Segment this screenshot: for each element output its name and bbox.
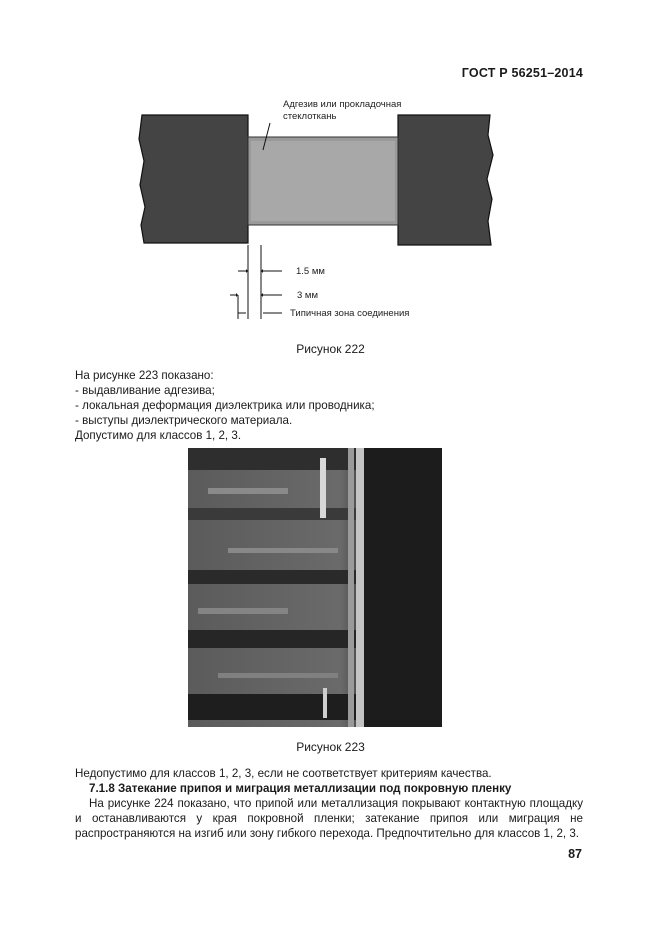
callout-label-line1: Адгезив или прокладочная [283, 99, 402, 110]
figure-223-photo [188, 448, 442, 727]
not-acceptable-note: Недопустимо для классов 1, 2, 3, если не соответствует критериям качества. [75, 767, 492, 780]
description-item-1: - выдавливание адгезива; [75, 384, 215, 397]
figure-223-description [75, 368, 583, 443]
section-title: 7.1.8 Затекание припоя и миграция металлизации под покровную пленку [89, 782, 512, 795]
dimension-label-3: Типичная зона соединения [290, 308, 410, 319]
description-item-2: - локальная деформация диэлектрика или проводника; [75, 399, 375, 412]
acceptability-note: Допустимо для классов 1, 2, 3. [75, 429, 242, 442]
dimension-label-1: 1.5 мм [296, 266, 325, 277]
document-header: ГОСТ Р 56251–2014 [461, 66, 583, 80]
right-conductor-block [398, 115, 493, 245]
description-intro: На рисунке 223 показано: [75, 369, 214, 382]
callout-label-line2: стеклоткань [283, 111, 337, 122]
section-7-1-8 [75, 766, 583, 841]
left-conductor-block [139, 115, 248, 243]
figure-222-diagram [130, 95, 510, 325]
dimension-label-2: 3 мм [297, 290, 318, 301]
section-paragraph: На рисунке 224 показано, что припой или металлизация покрывают контактную площадку и останавливаются у края покровной пленки; затекание припоя или миграция не распространяются на изгиб или зону гибкого перехода. Предпочтительно для классов 1, 2, 3. [75, 797, 583, 840]
figure-223-caption: Рисунок 223 [296, 740, 365, 754]
page-number: 87 [568, 847, 582, 861]
adhesive-strip-inner [251, 141, 395, 221]
figure-222-caption: Рисунок 222 [296, 342, 365, 356]
description-item-3: - выступы диэлектрического материала. [75, 414, 293, 427]
